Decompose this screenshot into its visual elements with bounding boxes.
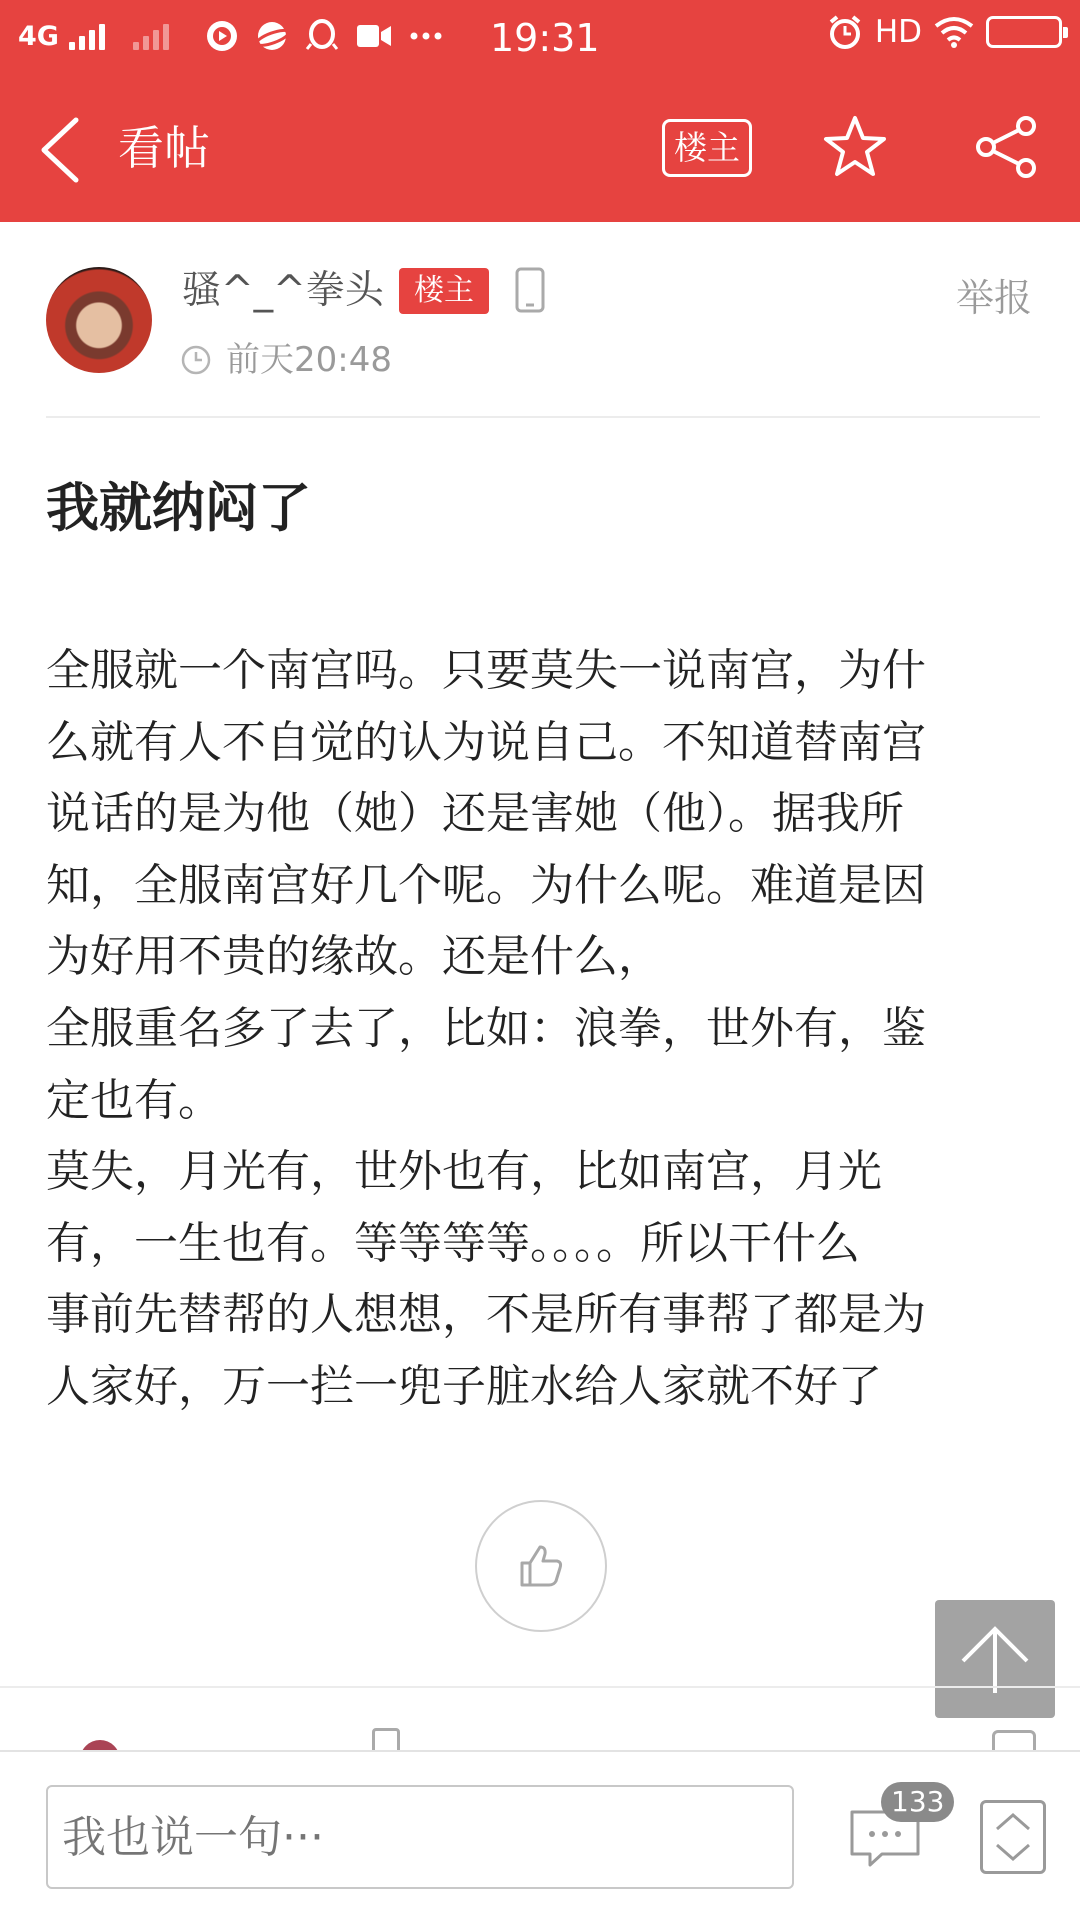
hd-indicator: HD bbox=[874, 14, 922, 50]
post-time bbox=[180, 337, 392, 383]
reply-count-badge: 133 bbox=[881, 1782, 954, 1822]
post-title: 我就纳闷了 bbox=[46, 478, 311, 539]
scroll-to-top-button[interactable] bbox=[935, 1600, 1055, 1718]
more-icon bbox=[992, 1730, 1036, 1750]
post-time-text: 前天20:48 bbox=[226, 340, 392, 380]
body-line: 知，全服南宫好几个呢。为什么呢。难道是因 bbox=[46, 859, 926, 911]
top-bar bbox=[0, 0, 1080, 222]
video-call-icon bbox=[355, 21, 393, 51]
phone-icon bbox=[514, 266, 546, 314]
comment-input[interactable] bbox=[46, 1785, 794, 1889]
body-line: 莫失，月光有，世外也有，比如南宫，月光 bbox=[46, 1146, 882, 1198]
op-badge: 楼主 bbox=[399, 268, 489, 314]
video-app-icon bbox=[205, 19, 239, 53]
status-time: 19:31 bbox=[490, 16, 600, 60]
more-dots-icon bbox=[409, 31, 443, 41]
back-arrow-icon[interactable] bbox=[36, 114, 86, 186]
alarm-icon bbox=[827, 14, 863, 50]
network-type: 4G bbox=[18, 21, 59, 52]
nav-bar bbox=[0, 76, 1080, 222]
body-line: 定也有。 bbox=[46, 1074, 222, 1126]
signal-bars-2-icon bbox=[133, 24, 169, 50]
clock-icon bbox=[180, 344, 212, 376]
body-line: 么就有人不自觉的认为说自己。不知道替南宫 bbox=[46, 716, 926, 768]
body-line: 全服重名多了去了，比如：浪拳，世外有，鉴 bbox=[46, 1002, 926, 1054]
body-line: 为好用不贵的缘故。还是什么， bbox=[46, 931, 662, 983]
thumbs-up-icon bbox=[516, 1541, 566, 1591]
reply-avatar bbox=[80, 1740, 120, 1750]
divider bbox=[46, 416, 1040, 418]
body-line: 有，一生也有。等等等等。。。。所以干什么 bbox=[46, 1217, 860, 1269]
share-icon[interactable] bbox=[974, 114, 1040, 180]
author-name[interactable]: 骚^_^拳头 bbox=[182, 268, 384, 313]
phone-icon bbox=[372, 1728, 400, 1750]
bottom-bar bbox=[0, 1750, 1080, 1920]
planet-app-icon bbox=[255, 19, 289, 53]
nav-arrows-icon bbox=[983, 1803, 1043, 1871]
post-body bbox=[46, 635, 1026, 1423]
page-title: 看帖 bbox=[118, 121, 210, 175]
qq-icon bbox=[305, 18, 339, 54]
status-bar bbox=[0, 0, 1080, 76]
next-reply-preview bbox=[0, 1726, 1080, 1750]
wifi-icon bbox=[934, 16, 974, 48]
op-only-button[interactable]: 楼主 bbox=[662, 119, 752, 177]
star-icon[interactable] bbox=[822, 114, 888, 180]
signal-bars-icon bbox=[69, 24, 105, 50]
signal-indicator bbox=[18, 21, 169, 52]
like-button[interactable] bbox=[475, 1500, 607, 1632]
avatar[interactable] bbox=[46, 267, 152, 373]
body-line: 事前先替帮的人想想，不是所有事帮了都是为 bbox=[46, 1289, 926, 1341]
reply-divider bbox=[0, 1686, 1080, 1688]
body-line: 说话的是为他（她）还是害她（他）。据我所 bbox=[46, 788, 904, 840]
notification-icons bbox=[205, 18, 443, 54]
status-right bbox=[827, 14, 1062, 50]
page-nav-button[interactable] bbox=[980, 1800, 1046, 1874]
body-line: 全服就一个南宫吗。只要莫失一说南宫，为什 bbox=[46, 645, 926, 696]
battery-icon bbox=[986, 16, 1062, 48]
body-line: 人家好，万一拦一兜子脏水给人家就不好了 bbox=[46, 1360, 882, 1412]
report-button[interactable]: 举报 bbox=[956, 276, 1033, 320]
